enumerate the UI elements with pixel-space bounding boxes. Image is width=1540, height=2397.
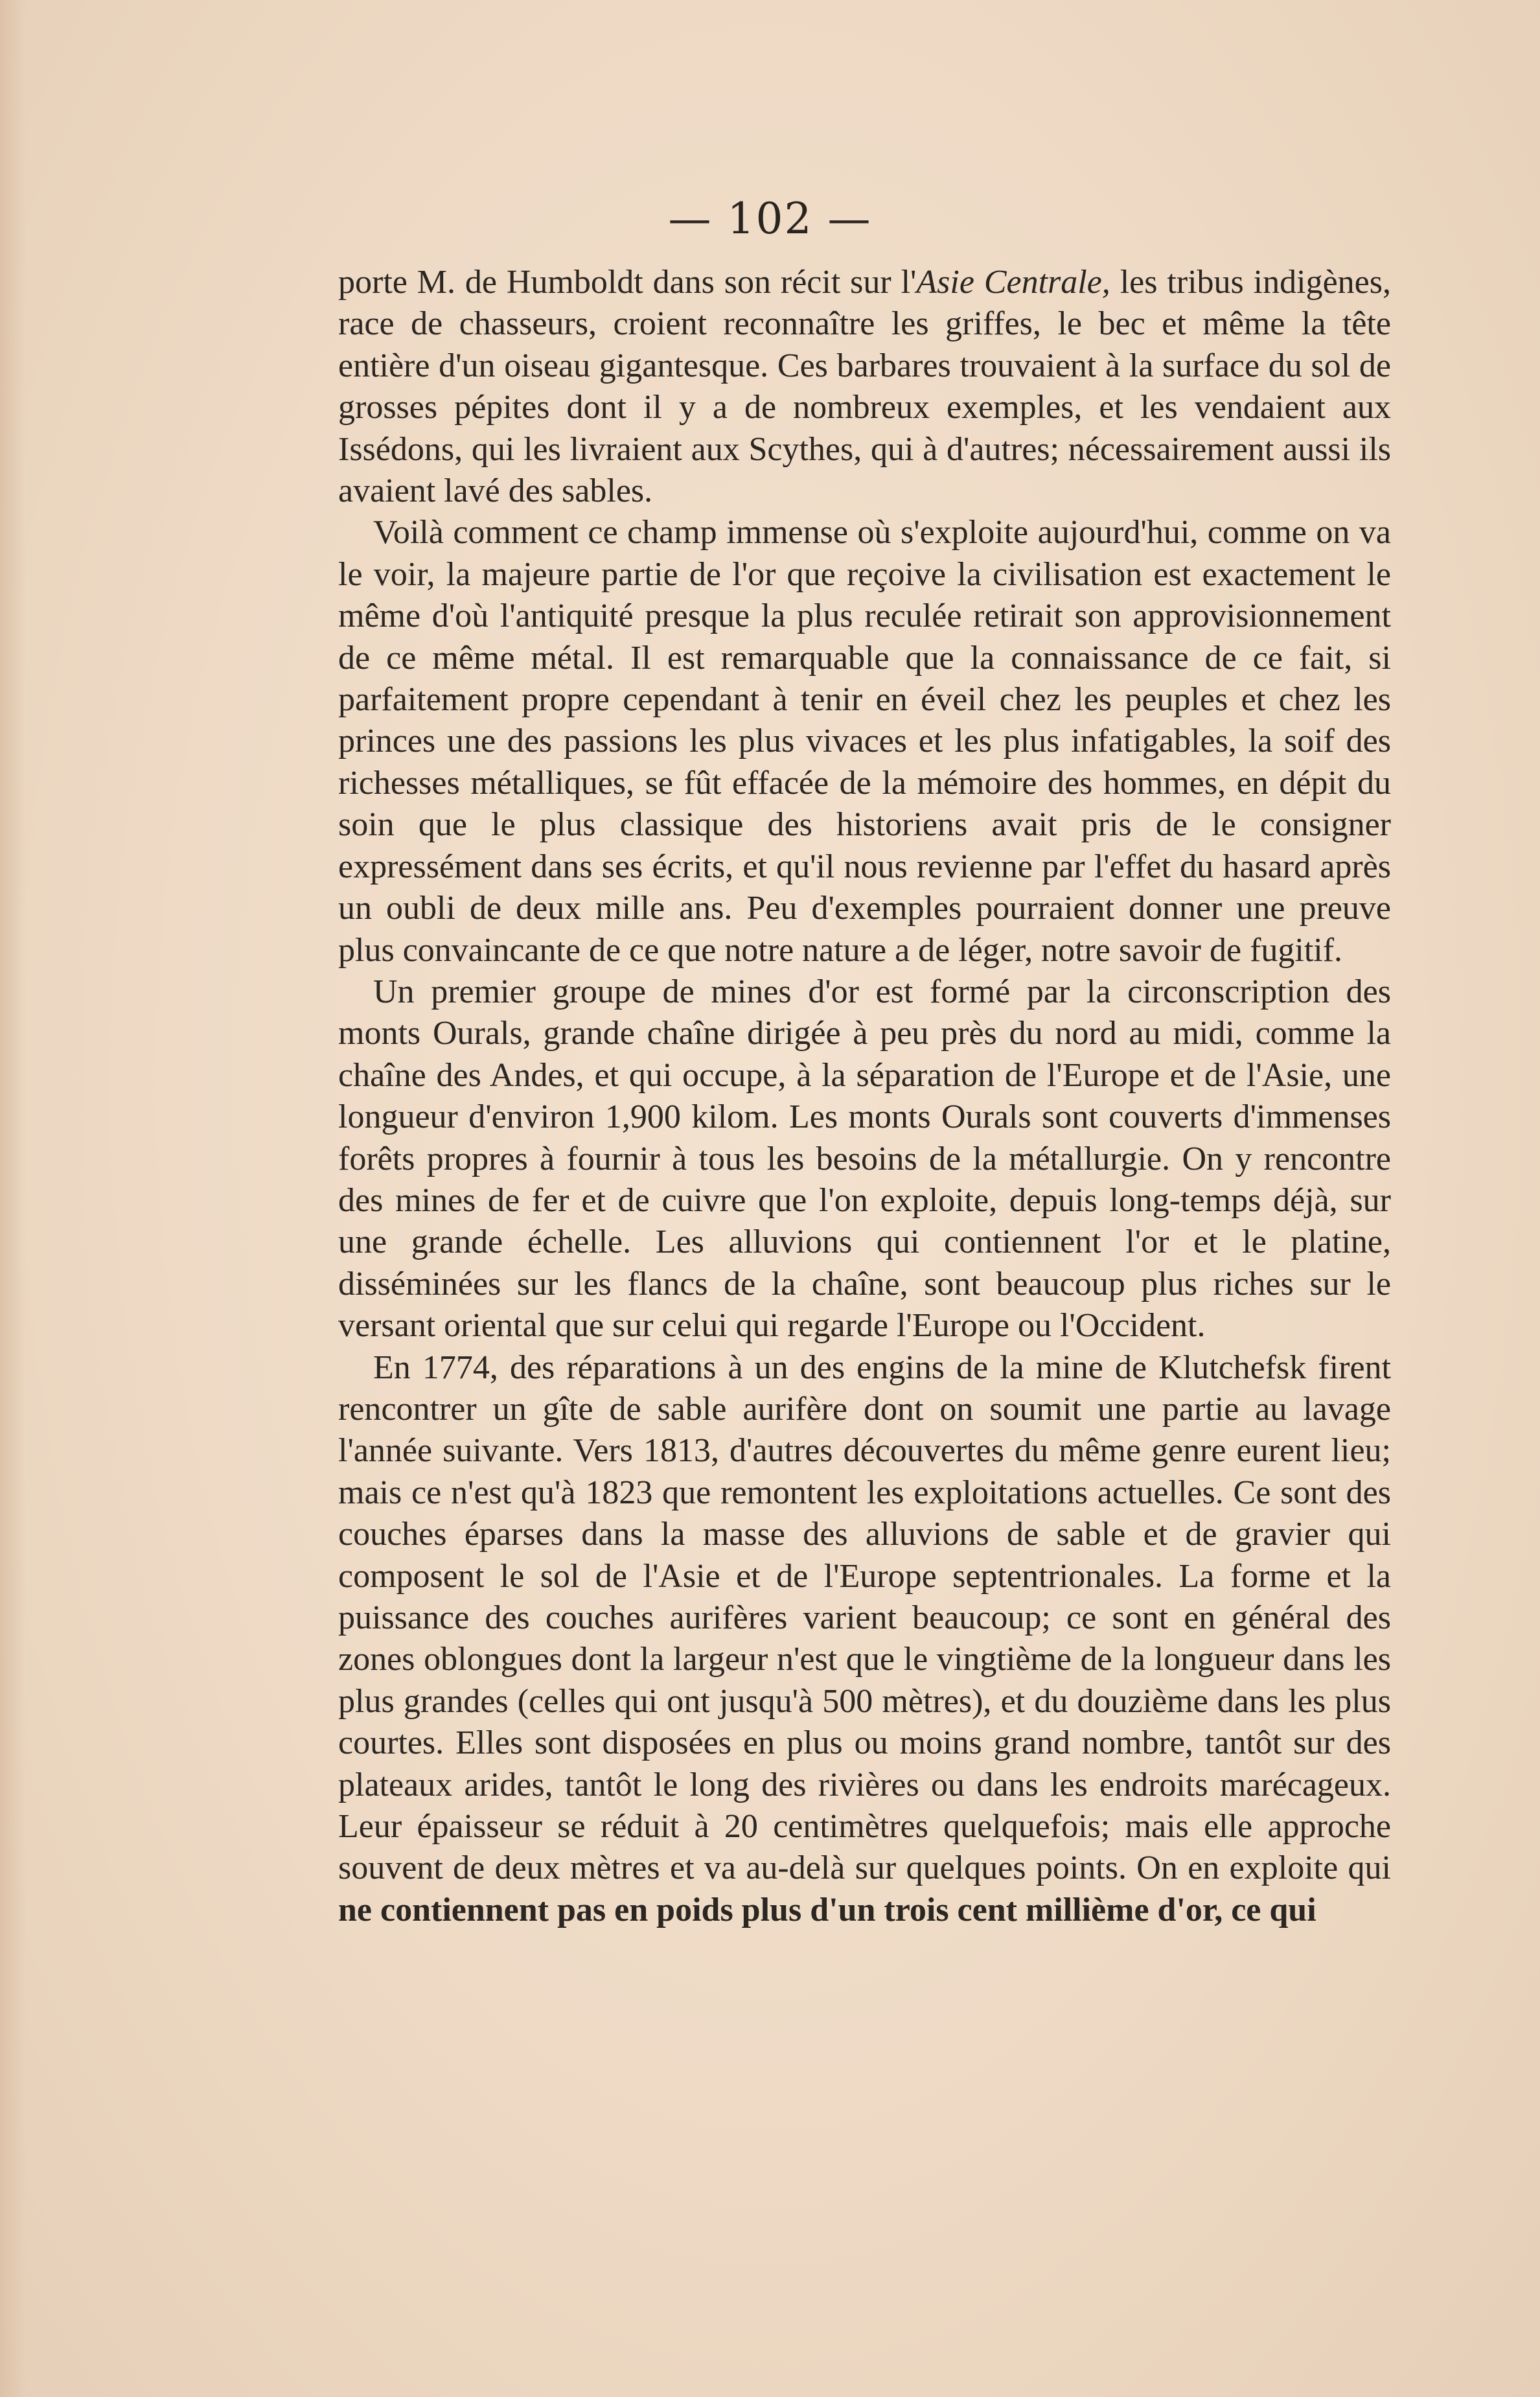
paragraph-4-text: En 1774, des réparations à un des engins de la mine de Klutchefsk firent rencontrer un gîte de sable aurifère dont on soumit une partie au lavage l'année suivante. Vers 1813, d'autres découvertes du même genre eurent lieu; mais ce n'est qu'à 1823 que remontent les exploitations actuelles. Ce sont des couches éparses dans la masse des alluvions de sable et de gravier qui composent le sol de l'Asie et de l'Europe septentrionales. La forme et la puissance des couches aurifères varient beaucoup; ce sont en général des zones oblongues dont la largeur n'est que le vingtième de la longueur dans les plus grandes (celles qui ont jusqu'à 500 mètres), et du douzième dans les plus courtes. Elles sont disposées en plus ou moins grand nombre, tantôt sur des plateaux arides, tantôt le long des rivières ou dans les endroits marécageux. Leur épaisseur se réduit à 20 centimètres quelquefois; mais elle approche souvent de deux mètres et va au-delà sur quelques points. On en exploite qui xyxy=(338,1349,1391,1887)
paragraph-1 xyxy=(338,262,1391,512)
page-edge-shadow xyxy=(0,0,26,2397)
paragraph-2: Voilà comment ce champ immense où s'exploite aujourd'hui, comme on va le voir, la majeure partie de l'or que reçoive la civilisation est exactement le même d'où l'antiquité presque la plus reculée retirait son approvisionnement de ce même métal. Il est remarquable que la connaissance de ce fait, si parfaitement propre cependant à tenir en éveil chez les peuples et chez les princes une des passions les plus vivaces et les plus infatigables, la soif des richesses métalliques, se fût effacée de la mémoire des hommes, en dépit du soin que le plus classique des historiens avait pris de le consigner expressément dans ses écrits, et qu'il nous revienne par l'effet du hasard après un oubli de deux mille ans. Peu d'exemples pourraient donner une preuve plus convaincante de ce que notre nature a de léger, notre savoir de fugitif. xyxy=(338,514,1391,969)
paragraph-1-text-end: les tribus indigènes, race de chasseurs, croient reconnaître les griffes, le bec et même la tête entière d'un oiseau gigantesque. Ces barbares trouvaient à la surface du sol de grosses pépites dont il y a de nombreux exemples, et les vendaient aux Issédons, qui les livraient aux Scythes, qui à d'autres; nécessairement aussi ils avaient lavé des sables. xyxy=(338,264,1391,510)
paragraph-1-text-start: porte M. de Humboldt dans son récit sur l' xyxy=(338,264,917,301)
paragraph-4 xyxy=(338,1347,1391,1932)
paragraph-3: Un premier groupe de mines d'or est formé par la circonscription des monts Ourals, grande chaîne dirigée à peu près du nord au midi, comme la chaîne des Andes, et qui occupe, à la séparation de l'Europe et de l'Asie, une longueur d'environ 1,900 kilom. Les monts Ourals sont couverts d'immenses forêts propres à fournir à tous les besoins de la métallurgie. On y rencontre des mines de fer et de cuivre que l'on exploite, depuis long-temps déjà, sur une grande échelle. Les alluvions qui contiennent l'or et le platine, disséminées sur les flancs de la chaîne, sont beaucoup plus riches sur le versant oriental que sur celui qui regarde l'Europe ou l'Occident. xyxy=(338,973,1391,1345)
paragraph-1-italic-title: Asie Centrale, xyxy=(916,264,1110,301)
paragraph-4-last-line: ne contiennent pas en poids plus d'un trois cent millième d'or, ce qui xyxy=(338,1891,1316,1928)
page-number: — 102 — xyxy=(668,194,872,244)
body-text xyxy=(338,262,1391,1931)
